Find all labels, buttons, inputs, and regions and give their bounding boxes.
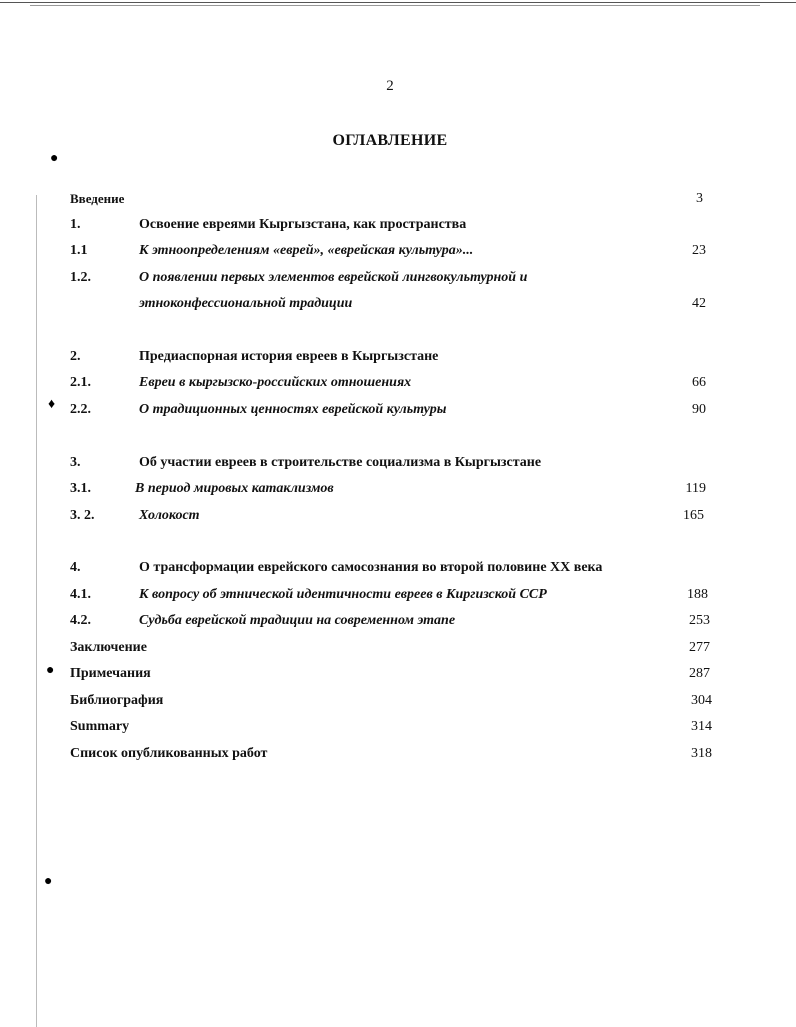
toc-row-chapter-4 — [0, 558, 796, 578]
toc-title: Список опубликованных работ — [70, 746, 268, 761]
toc-row-conclusion — [0, 638, 796, 658]
scan-speck-icon: ● — [50, 151, 59, 166]
toc-page: 3 — [696, 191, 703, 206]
toc-page: 165 — [683, 508, 704, 523]
toc-row-section-2-2 — [0, 397, 796, 420]
toc-title: В период мировых катаклизмов — [135, 481, 334, 496]
toc-title: О традиционных ценностях еврейской культуры — [139, 402, 447, 417]
toc-title: Предиаспорная история евреев в Кыргызстане — [139, 349, 439, 364]
toc-title: К этноопределениям «еврей», «еврейская культура»... — [139, 243, 474, 258]
toc-number: 4. — [70, 560, 81, 575]
toc-number: 1.2. — [70, 270, 91, 285]
toc-number: 4.1. — [70, 587, 91, 602]
toc-row-summary — [0, 717, 796, 737]
toc-page: 66 — [692, 375, 706, 390]
toc-number: 3. 2. — [70, 508, 95, 523]
toc-page: 42 — [692, 296, 706, 311]
toc-page: 119 — [685, 481, 706, 496]
toc-title: Освоение евреями Кыргызстана, как пространства — [139, 217, 467, 232]
toc-title: Евреи в кыргызско-российских отношениях — [139, 375, 412, 390]
toc-number: 2. — [70, 349, 81, 364]
toc-number: 3. — [70, 455, 81, 470]
toc-row-bibliography — [0, 691, 796, 711]
toc-row-section-1-2-cont — [0, 294, 796, 314]
page-number: 2 — [386, 78, 394, 94]
toc-number: 4.2. — [70, 613, 91, 628]
scan-speck-icon: ● — [46, 663, 55, 678]
toc-title: Об участии евреев в строительстве социализма в Кыргызстане — [139, 455, 542, 470]
toc-page: 253 — [689, 613, 710, 628]
toc-title: Введение — [70, 191, 125, 206]
scan-top-border-inner — [30, 5, 760, 6]
scan-speck-icon: ♦ — [48, 397, 56, 412]
toc-title: Примечания — [70, 666, 151, 681]
toc-row-section-4-2 — [0, 611, 796, 631]
toc-title: Холокост — [139, 508, 200, 523]
toc-row-section-3-2 — [0, 506, 796, 526]
toc-title: О появлении первых элементов еврейской лингвокультурной и — [139, 270, 528, 285]
toc-row-chapter-2 — [0, 347, 796, 367]
toc-row-chapter-3 — [0, 453, 796, 473]
toc-page: 277 — [689, 640, 710, 655]
toc-page: 318 — [691, 746, 712, 761]
toc-title: О трансформации еврейского самосознания во второй половине XX века — [139, 560, 603, 575]
toc-page: 188 — [687, 587, 708, 602]
toc-row-section-3-1 — [0, 479, 796, 499]
toc-row-section-1-1 — [0, 241, 796, 261]
toc-number: 2.1. — [70, 375, 91, 390]
toc-title: Заключение — [70, 640, 147, 655]
toc-number: 1. — [70, 217, 81, 232]
toc-title: К вопросу об этнической идентичности евреев в Киргизской ССР — [139, 587, 547, 602]
scan-speck-icon: ● — [44, 874, 53, 889]
toc-page: 23 — [692, 243, 706, 258]
toc-number: 1.1 — [70, 243, 88, 258]
toc-page: 287 — [689, 666, 710, 681]
toc-number: 3.1. — [70, 481, 91, 496]
toc-title: Summary — [70, 719, 130, 734]
toc-row-section-2-1 — [0, 373, 796, 393]
toc-page: 314 — [691, 719, 712, 734]
toc-row-section-1-2 — [0, 268, 796, 288]
toc-row-notes — [0, 664, 796, 684]
scan-top-border — [0, 2, 796, 3]
toc-title: Судьба еврейской традиции на современном этапе — [139, 613, 456, 628]
page-title: ОГЛАВЛЕНИЕ — [332, 132, 448, 149]
toc-row-section-4-1 — [0, 585, 796, 605]
toc-page: 304 — [691, 693, 712, 708]
toc-row-introduction — [0, 189, 796, 209]
toc-row-chapter-1 — [0, 215, 796, 235]
toc-number: 2.2. — [70, 402, 91, 417]
toc-title: Библиография — [70, 693, 164, 708]
toc-page: 90 — [692, 402, 706, 417]
toc-row-publications — [0, 744, 796, 764]
toc-title: этноконфессиональной традиции — [139, 296, 353, 311]
